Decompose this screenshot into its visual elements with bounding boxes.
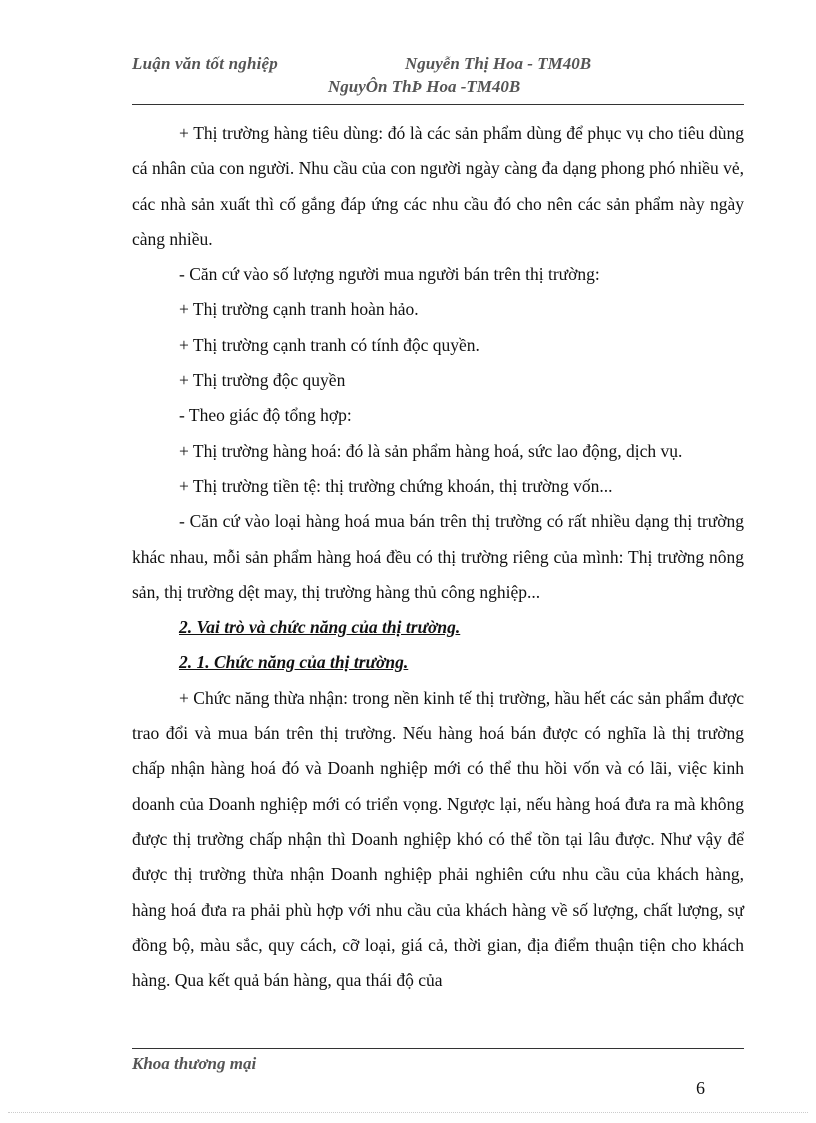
footer-faculty: Khoa thương mại — [132, 1054, 257, 1073]
paragraph: + Thị trường hàng hoá: đó là sản phẩm hàng hoá, sức lao động, dịch vụ. — [179, 440, 683, 461]
header-author: Nguyễn Thị Hoa - TM40B — [405, 54, 592, 73]
paragraph: + Thị trường cạnh tranh hoàn hảo. — [179, 299, 419, 320]
paragraph: + Thị trường cạnh tranh có tính độc quyền. — [179, 334, 480, 355]
paragraph: - Theo giác độ tổng hợp: — [179, 405, 352, 426]
document-body — [132, 116, 744, 998]
paragraph: + Thị trường hàng tiêu dùng: đó là các sản phẩm dùng để phục vụ cho tiêu dùng cá nhân của con người. Nhu cầu của con người ngày càng đa dạng phong phó nhiều vẻ, các nhà sản xuất thì cố gắng đáp ứng các nhu cầu đó cho nên các sản phẩm này ngày càng nhiều. — [132, 123, 744, 249]
subsection-heading: 2. 1. Chức năng của thị trường. — [179, 652, 409, 673]
footer-divider — [132, 1048, 744, 1049]
paragraph: - Căn cứ vào loại hàng hoá mua bán trên thị trường có rất nhiều dạng thị trường khác nhau, mỗi sản phẩm hàng hoá đều có thị trường riêng của mình: Thị trường nông sản, thị trường dệt may, thị trường hàng thủ công nghiệp... — [132, 511, 744, 602]
paragraph: + Thị trường tiền tệ: thị trường chứng khoán, thị trường vốn... — [179, 475, 613, 496]
paragraph: + Chức năng thừa nhận: trong nền kinh tế thị trường, hầu hết các sản phẩm được trao đổi và mua bán trên thị trường. Nếu hàng hoá bán được có nghĩa là thị trường chấp nhận hàng hoá đó và Doanh nghiệp mới có thể thu hồi vốn và có lãi, việc kinh doanh của Doanh nghiệp mới có triển vọng. Ngược lại, nếu hàng hoá đưa ra mà không được thị trường chấp nhận thì Doanh nghiệp khó có thể tồn tại lâu được. Như vậy để được thị trường thừa nhận Doanh nghiệp phải nghiên cứu nhu cầu của khách hàng, hàng hoá đưa ra phải phù hợp với nhu cầu của khách hàng về số lượng, chất lượng, sự đồng bộ, màu sắc, quy cách, cỡ loại, giá cả, thời gian, địa điểm thuận tiện cho khách hàng. Qua kết quả bán hàng, qua thái độ của — [132, 687, 744, 991]
section-heading: 2. Vai trò và chức năng của thị trường. — [179, 617, 461, 638]
page-edge-dotted-line — [8, 1112, 808, 1113]
paragraph: - Căn cứ vào số lượng người mua người bán trên thị trường: — [179, 264, 600, 285]
header-divider — [132, 104, 744, 105]
header-thesis-title: Luận văn tốt nghiệp — [132, 54, 278, 73]
paragraph: + Thị trường độc quyền — [179, 370, 346, 391]
header-author-legacy-font: NguyÔn ThÞ Hoa -TM40B — [328, 77, 521, 96]
page-number: 6 — [696, 1078, 705, 1098]
